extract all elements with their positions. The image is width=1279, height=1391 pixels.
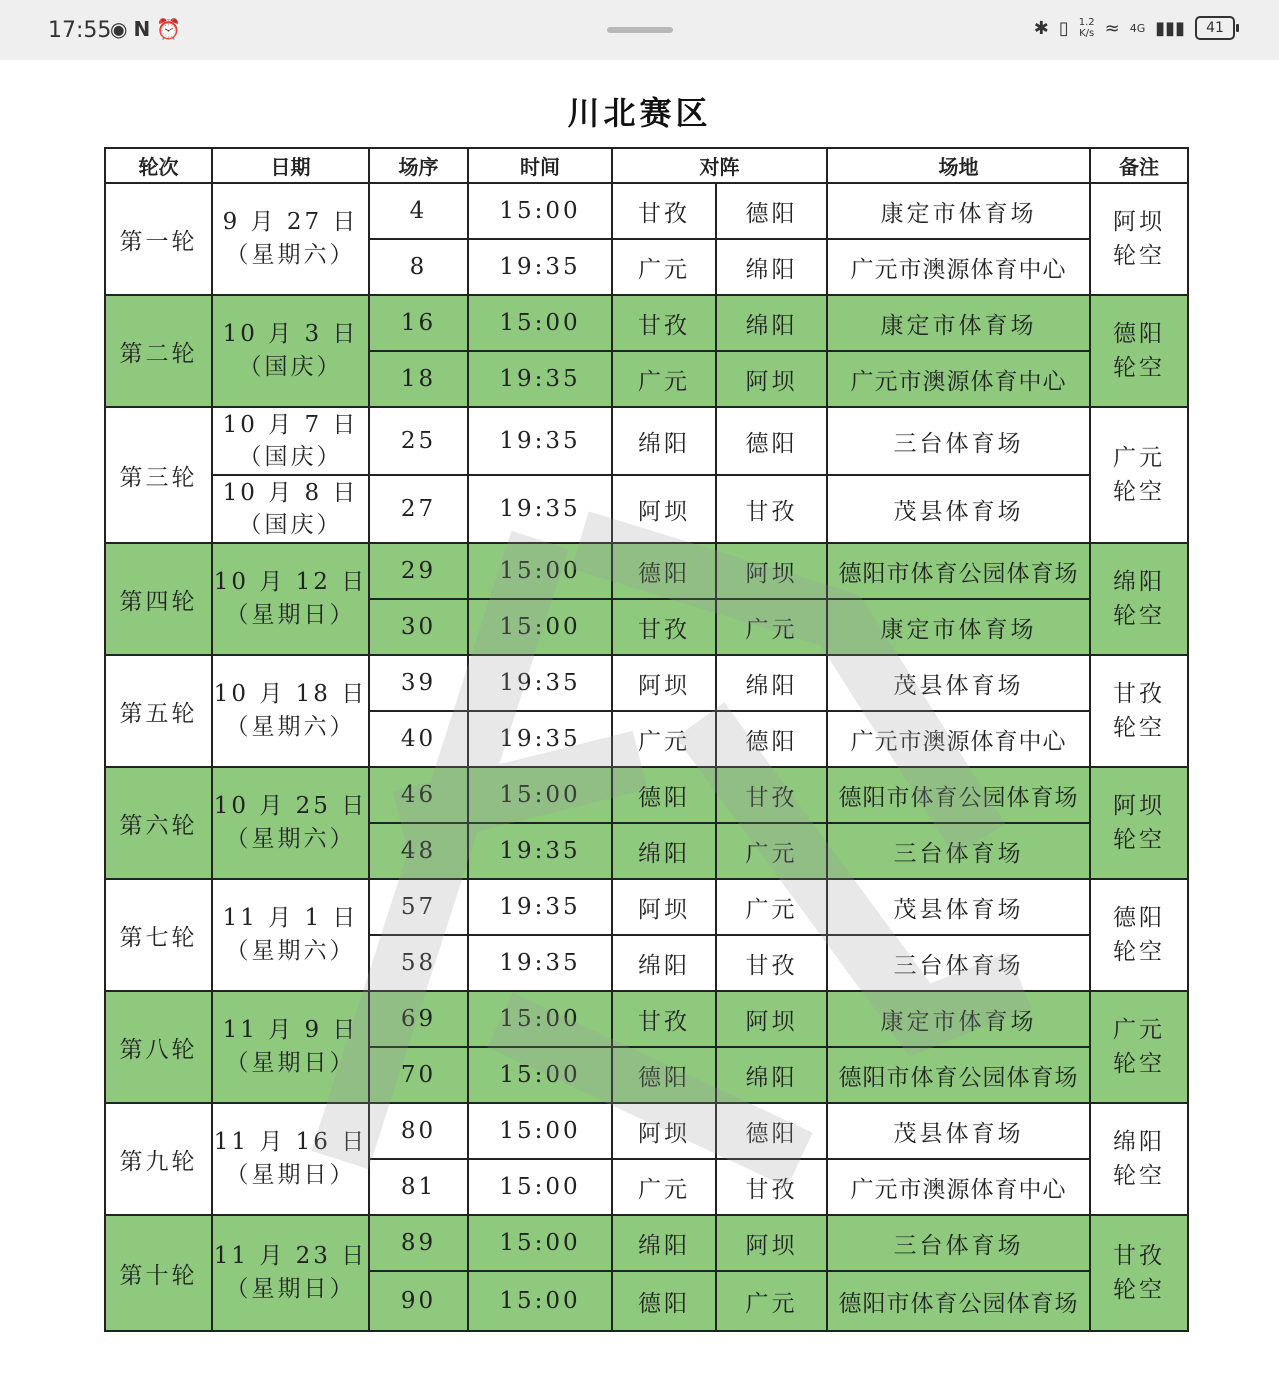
round-cell: 第二轮 bbox=[105, 295, 212, 407]
round-cell: 第九轮 bbox=[105, 1103, 212, 1215]
venue-cell: 康定市体育场 bbox=[827, 295, 1090, 351]
nfc-icon: N bbox=[133, 17, 151, 41]
home-team-cell: 阿坝 bbox=[612, 879, 716, 935]
home-team-cell: 甘孜 bbox=[612, 295, 716, 351]
eye-icon: ◉ bbox=[110, 17, 128, 41]
venue-cell: 德阳市体育公园体育场 bbox=[827, 1271, 1090, 1331]
note-cell: 德阳 轮空 bbox=[1090, 295, 1188, 407]
note-cell: 阿坝 轮空 bbox=[1090, 767, 1188, 879]
venue-cell: 三台体育场 bbox=[827, 1215, 1090, 1271]
header-note: 备注 bbox=[1090, 148, 1188, 183]
note-cell: 绵阳 轮空 bbox=[1090, 1103, 1188, 1215]
venue-cell: 德阳市体育公园体育场 bbox=[827, 767, 1090, 823]
home-team-cell: 德阳 bbox=[612, 543, 716, 599]
home-team-cell: 绵阳 bbox=[612, 407, 716, 475]
table-row bbox=[105, 295, 1188, 351]
away-team-cell: 绵阳 bbox=[716, 655, 827, 711]
status-left-icons bbox=[110, 17, 181, 41]
date-cell: 10 月 7 日 （国庆） bbox=[212, 407, 369, 475]
table-row bbox=[105, 475, 1188, 543]
away-team-cell: 广元 bbox=[716, 1271, 827, 1331]
venue-cell: 广元市澳源体育中心 bbox=[827, 1159, 1090, 1215]
match-no-cell: 40 bbox=[369, 711, 468, 767]
round-cell: 第六轮 bbox=[105, 767, 212, 879]
away-team-cell: 甘孜 bbox=[716, 1159, 827, 1215]
venue-cell: 广元市澳源体育中心 bbox=[827, 239, 1090, 295]
schedule-table bbox=[104, 147, 1189, 1332]
bluetooth-icon: ✱ bbox=[1033, 17, 1049, 39]
status-bar bbox=[0, 0, 1279, 60]
round-cell: 第五轮 bbox=[105, 655, 212, 767]
away-team-cell: 甘孜 bbox=[716, 935, 827, 991]
time-cell: 15:00 bbox=[468, 767, 612, 823]
home-team-cell: 阿坝 bbox=[612, 655, 716, 711]
match-no-cell: 29 bbox=[369, 543, 468, 599]
note-cell: 广元 轮空 bbox=[1090, 991, 1188, 1103]
away-team-cell: 阿坝 bbox=[716, 543, 827, 599]
round-cell: 第七轮 bbox=[105, 879, 212, 991]
home-team-cell: 德阳 bbox=[612, 1047, 716, 1103]
match-no-cell: 90 bbox=[369, 1271, 468, 1331]
header-matchup: 对阵 bbox=[612, 148, 827, 183]
note-cell: 广元 轮空 bbox=[1090, 407, 1188, 543]
date-cell: 11 月 9 日 （星期日） bbox=[212, 991, 369, 1103]
time-cell: 19:35 bbox=[468, 407, 612, 475]
time-cell: 15:00 bbox=[468, 1159, 612, 1215]
time-cell: 19:35 bbox=[468, 239, 612, 295]
venue-cell: 三台体育场 bbox=[827, 407, 1090, 475]
match-no-cell: 48 bbox=[369, 823, 468, 879]
home-team-cell: 甘孜 bbox=[612, 991, 716, 1047]
venue-cell: 康定市体育场 bbox=[827, 183, 1090, 239]
network-type: 4G bbox=[1129, 21, 1146, 35]
time-cell: 15:00 bbox=[468, 1271, 612, 1331]
home-team-cell: 广元 bbox=[612, 711, 716, 767]
venue-cell: 康定市体育场 bbox=[827, 991, 1090, 1047]
venue-cell: 广元市澳源体育中心 bbox=[827, 711, 1090, 767]
match-no-cell: 70 bbox=[369, 1047, 468, 1103]
venue-cell: 广元市澳源体育中心 bbox=[827, 351, 1090, 407]
document-page bbox=[0, 60, 1279, 1391]
table-row bbox=[105, 1103, 1188, 1159]
match-no-cell: 30 bbox=[369, 599, 468, 655]
header-venue: 场地 bbox=[827, 148, 1090, 183]
header-row bbox=[105, 148, 1188, 183]
home-team-cell: 广元 bbox=[612, 1159, 716, 1215]
table-row bbox=[105, 991, 1188, 1047]
away-team-cell: 甘孜 bbox=[716, 767, 827, 823]
table-row bbox=[105, 767, 1188, 823]
table-row bbox=[105, 183, 1188, 239]
table-row bbox=[105, 407, 1188, 475]
away-team-cell: 阿坝 bbox=[716, 351, 827, 407]
wifi-icon: ≈ bbox=[1104, 17, 1120, 39]
home-team-cell: 绵阳 bbox=[612, 935, 716, 991]
note-cell: 绵阳 轮空 bbox=[1090, 543, 1188, 655]
date-cell: 10 月 8 日 （国庆） bbox=[212, 475, 369, 543]
alarm-icon: ⏰ bbox=[156, 17, 182, 41]
match-no-cell: 18 bbox=[369, 351, 468, 407]
venue-cell: 德阳市体育公园体育场 bbox=[827, 543, 1090, 599]
date-cell: 10 月 3 日 （国庆） bbox=[212, 295, 369, 407]
drag-handle[interactable] bbox=[607, 27, 673, 33]
net-speed: 1.2 K/s bbox=[1078, 17, 1095, 39]
venue-cell: 茂县体育场 bbox=[827, 655, 1090, 711]
match-no-cell: 58 bbox=[369, 935, 468, 991]
round-cell: 第八轮 bbox=[105, 991, 212, 1103]
date-cell: 11 月 16 日 （星期日） bbox=[212, 1103, 369, 1215]
away-team-cell: 甘孜 bbox=[716, 475, 827, 543]
round-cell: 第十轮 bbox=[105, 1215, 212, 1331]
time-cell: 19:35 bbox=[468, 655, 612, 711]
header-round: 轮次 bbox=[105, 148, 212, 183]
time-cell: 19:35 bbox=[468, 823, 612, 879]
venue-cell: 德阳市体育公园体育场 bbox=[827, 1047, 1090, 1103]
home-team-cell: 德阳 bbox=[612, 1271, 716, 1331]
header-time: 时间 bbox=[468, 148, 612, 183]
round-cell: 第一轮 bbox=[105, 183, 212, 295]
time-cell: 19:35 bbox=[468, 711, 612, 767]
match-no-cell: 46 bbox=[369, 767, 468, 823]
away-team-cell: 绵阳 bbox=[716, 239, 827, 295]
away-team-cell: 德阳 bbox=[716, 711, 827, 767]
time-cell: 15:00 bbox=[468, 295, 612, 351]
time-cell: 15:00 bbox=[468, 543, 612, 599]
away-team-cell: 广元 bbox=[716, 879, 827, 935]
round-cell: 第四轮 bbox=[105, 543, 212, 655]
home-team-cell: 甘孜 bbox=[612, 183, 716, 239]
home-team-cell: 绵阳 bbox=[612, 1215, 716, 1271]
time-cell: 19:35 bbox=[468, 935, 612, 991]
home-team-cell: 绵阳 bbox=[612, 823, 716, 879]
status-time: 17:55 bbox=[48, 18, 112, 43]
status-right-icons bbox=[1034, 16, 1235, 40]
home-team-cell: 阿坝 bbox=[612, 1103, 716, 1159]
table-row bbox=[105, 655, 1188, 711]
time-cell: 15:00 bbox=[468, 599, 612, 655]
venue-cell: 茂县体育场 bbox=[827, 475, 1090, 543]
match-no-cell: 39 bbox=[369, 655, 468, 711]
note-cell: 德阳 轮空 bbox=[1090, 879, 1188, 991]
table-row bbox=[105, 879, 1188, 935]
time-cell: 15:00 bbox=[468, 991, 612, 1047]
away-team-cell: 德阳 bbox=[716, 407, 827, 475]
note-cell: 阿坝 轮空 bbox=[1090, 183, 1188, 295]
venue-cell: 三台体育场 bbox=[827, 935, 1090, 991]
battery-icon: 41 bbox=[1195, 16, 1235, 40]
signal-icon: ▮▮▮ bbox=[1155, 17, 1185, 39]
time-cell: 19:35 bbox=[468, 351, 612, 407]
away-team-cell: 阿坝 bbox=[716, 991, 827, 1047]
match-no-cell: 81 bbox=[369, 1159, 468, 1215]
match-no-cell: 8 bbox=[369, 239, 468, 295]
away-team-cell: 绵阳 bbox=[716, 1047, 827, 1103]
date-cell: 9 月 27 日 （星期六） bbox=[212, 183, 369, 295]
time-cell: 15:00 bbox=[468, 1215, 612, 1271]
round-cell: 第三轮 bbox=[105, 407, 212, 543]
date-cell: 10 月 25 日 （星期六） bbox=[212, 767, 369, 879]
away-team-cell: 阿坝 bbox=[716, 1215, 827, 1271]
venue-cell: 三台体育场 bbox=[827, 823, 1090, 879]
note-cell: 甘孜 轮空 bbox=[1090, 655, 1188, 767]
date-cell: 10 月 12 日 （星期日） bbox=[212, 543, 369, 655]
match-no-cell: 80 bbox=[369, 1103, 468, 1159]
match-no-cell: 89 bbox=[369, 1215, 468, 1271]
vibrate-icon: ▯ bbox=[1058, 17, 1069, 39]
venue-cell: 茂县体育场 bbox=[827, 1103, 1090, 1159]
time-cell: 19:35 bbox=[468, 879, 612, 935]
match-no-cell: 57 bbox=[369, 879, 468, 935]
date-cell: 10 月 18 日 （星期六） bbox=[212, 655, 369, 767]
match-no-cell: 25 bbox=[369, 407, 468, 475]
time-cell: 15:00 bbox=[468, 1103, 612, 1159]
time-cell: 15:00 bbox=[468, 183, 612, 239]
home-team-cell: 广元 bbox=[612, 351, 716, 407]
header-date: 日期 bbox=[212, 148, 369, 183]
header-match-no: 场序 bbox=[369, 148, 468, 183]
time-cell: 19:35 bbox=[468, 475, 612, 543]
venue-cell: 茂县体育场 bbox=[827, 879, 1090, 935]
date-cell: 11 月 1 日 （星期六） bbox=[212, 879, 369, 991]
match-no-cell: 4 bbox=[369, 183, 468, 239]
home-team-cell: 广元 bbox=[612, 239, 716, 295]
time-cell: 15:00 bbox=[468, 1047, 612, 1103]
venue-cell: 康定市体育场 bbox=[827, 599, 1090, 655]
date-cell: 11 月 23 日 （星期日） bbox=[212, 1215, 369, 1331]
match-no-cell: 16 bbox=[369, 295, 468, 351]
table-row bbox=[105, 543, 1188, 599]
note-cell: 甘孜 轮空 bbox=[1090, 1215, 1188, 1331]
away-team-cell: 德阳 bbox=[716, 1103, 827, 1159]
table-row bbox=[105, 1215, 1188, 1271]
home-team-cell: 甘孜 bbox=[612, 599, 716, 655]
away-team-cell: 德阳 bbox=[716, 183, 827, 239]
away-team-cell: 绵阳 bbox=[716, 295, 827, 351]
match-no-cell: 27 bbox=[369, 475, 468, 543]
home-team-cell: 阿坝 bbox=[612, 475, 716, 543]
home-team-cell: 德阳 bbox=[612, 767, 716, 823]
page-title: 川北赛区 bbox=[567, 94, 712, 132]
away-team-cell: 广元 bbox=[716, 823, 827, 879]
match-no-cell: 69 bbox=[369, 991, 468, 1047]
away-team-cell: 广元 bbox=[716, 599, 827, 655]
